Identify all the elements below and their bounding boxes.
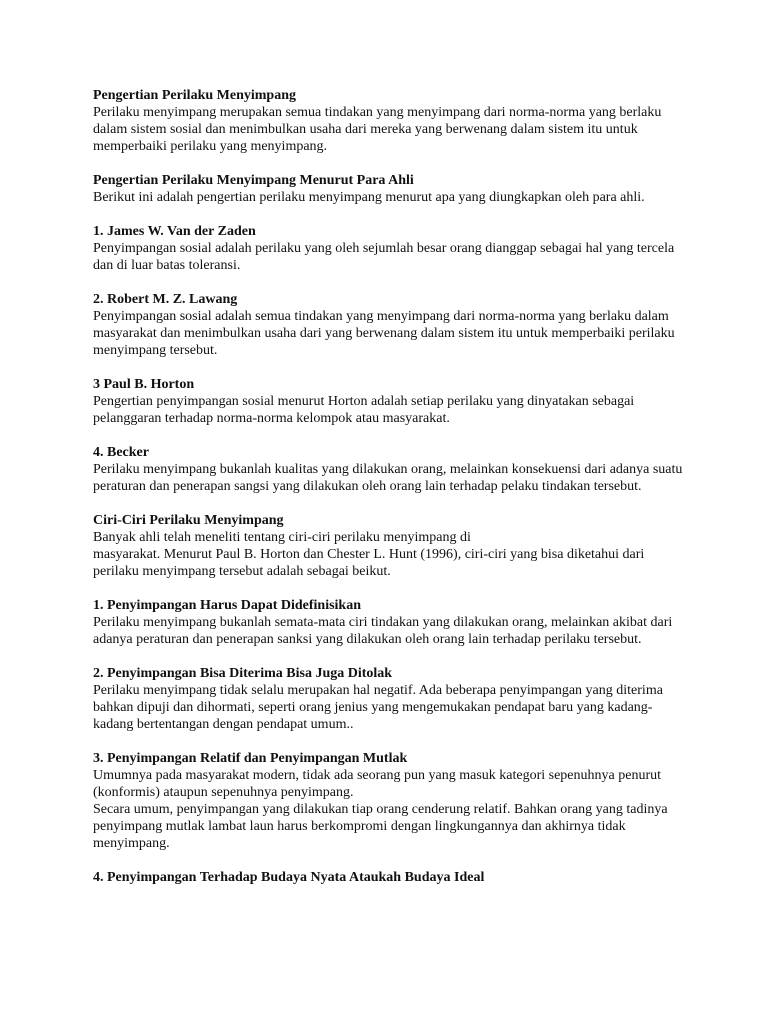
section-heading: 4. Penyimpangan Terhadap Budaya Nyata Ataukah Budaya Ideal xyxy=(93,870,485,885)
section-ciri-ciri xyxy=(93,512,683,580)
section-paragraph: masyarakat. Menurut Paul B. Horton dan Chester L. Hunt (1996), ciri-ciri yang bisa diketahui dari perilaku menyimpang tersebut adalah sebagai beikut. xyxy=(93,547,645,579)
section-paragraph: Perilaku menyimpang tidak selalu merupakan hal negatif. Ada beberapa penyimpangan yang diterima bahkan dipuji dan dihormati, seperti orang jenius yang mengemukakan pendapat baru yang kadang-kadang bertentangan dengan pendapat umum.. xyxy=(93,683,663,732)
section-heading: 3. Penyimpangan Relatif dan Penyimpangan Mutlak xyxy=(93,751,408,766)
section-heading: 2. Robert M. Z. Lawang xyxy=(93,292,238,307)
section-heading: 1. James W. Van der Zaden xyxy=(93,224,256,239)
section-heading: 1. Penyimpangan Harus Dapat Didefinisikan xyxy=(93,598,361,613)
section-becker xyxy=(93,444,683,495)
section-paragraph: Umumnya pada masyarakat modern, tidak ada seorang pun yang masuk kategori sepenuhnya penurut (konformis) ataupun sepenuhnya penyimpang. xyxy=(93,768,661,800)
section-pengertian xyxy=(93,87,683,155)
section-paragraph: Penyimpangan sosial adalah perilaku yang oleh sejumlah besar orang dianggap sebagai hal yang tercela dan di luar batas toleransi. xyxy=(93,241,675,273)
section-horton xyxy=(93,376,683,427)
section-didefinisikan xyxy=(93,597,683,648)
section-heading: Ciri-Ciri Perilaku Menyimpang xyxy=(93,513,284,528)
section-paragraph: Banyak ahli telah meneliti tentang ciri-ciri perilaku menyimpang di xyxy=(93,530,471,545)
section-menurut-para-ahli xyxy=(93,172,683,206)
section-paragraph: Secara umum, penyimpangan yang dilakukan tiap orang cenderung relatif. Bahkan orang yang tadinya penyimpang mutlak lambat laun harus berkompromi dengan lingkungannya dan akhirnya tidak menyimpang. xyxy=(93,802,668,851)
section-paragraph: Berikut ini adalah pengertian perilaku menyimpang menurut apa yang diungkapkan oleh para ahli. xyxy=(93,190,645,205)
section-van-der-zaden xyxy=(93,223,683,274)
document-page xyxy=(93,87,683,903)
section-heading: 2. Penyimpangan Bisa Diterima Bisa Juga Ditolak xyxy=(93,666,393,681)
section-paragraph: Perilaku menyimpang merupakan semua tindakan yang menyimpang dari norma-norma yang berlaku dalam sistem sosial dan menimbulkan usaha dari mereka yang berwenang dalam sistem itu untuk memperbaiki perilaku yang menyimpang. xyxy=(93,105,662,154)
section-paragraph: Perilaku menyimpang bukanlah kualitas yang dilakukan orang, melainkan konsekuensi dari adanya suatu peraturan dan penerapan sangsi yang dilakukan oleh orang lain terhadap pelaku tindakan tersebut. xyxy=(93,462,683,494)
section-heading: Pengertian Perilaku Menyimpang Menurut Para Ahli xyxy=(93,173,414,188)
section-relatif-mutlak xyxy=(93,750,683,852)
section-heading: Pengertian Perilaku Menyimpang xyxy=(93,88,296,103)
section-heading: 4. Becker xyxy=(93,445,149,460)
section-paragraph: Pengertian penyimpangan sosial menurut Horton adalah setiap perilaku yang dinyatakan sebagai pelanggaran terhadap norma-norma kelompok atau masyarakat. xyxy=(93,394,635,426)
section-budaya-nyata-ideal xyxy=(93,869,683,886)
section-diterima-ditolak xyxy=(93,665,683,733)
section-paragraph: Penyimpangan sosial adalah semua tindakan yang menyimpang dari norma-norma yang berlaku dalam masyarakat dan menimbulkan usaha dari yang berwenang dalam sistem itu untuk memperbaiki perilaku menyimpang tersebut. xyxy=(93,309,675,358)
section-heading: 3 Paul B. Horton xyxy=(93,377,195,392)
section-lawang xyxy=(93,291,683,359)
section-paragraph: Perilaku menyimpang bukanlah semata-mata ciri tindakan yang dilakukan orang, melainkan akibat dari adanya peraturan dan penerapan sanksi yang dilakukan oleh orang lain terhadap perilaku tersebut. xyxy=(93,615,673,647)
